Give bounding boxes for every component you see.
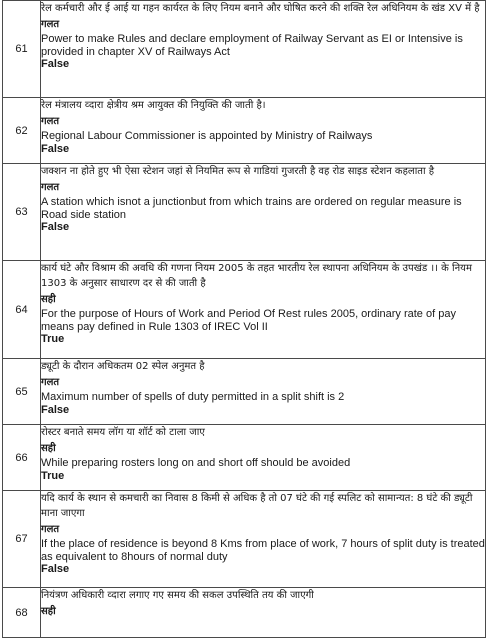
question-cell [41,1,486,98]
question-number: 68 [3,588,41,638]
question-row [3,1,486,98]
question-cell [41,261,486,359]
question-row [3,98,486,164]
english-question: A station which isnot a junctionbut from which trains are ordered on regular measure is Road side station [41,196,462,221]
hindi-answer: गलत [41,182,60,193]
hindi-answer: गलत [41,524,60,535]
english-answer: False [41,403,70,416]
question-number: 67 [3,491,41,588]
question-row [3,359,486,425]
question-number: 63 [3,164,41,261]
question-row [3,491,486,588]
english-question: Regional Labour Commissioner is appointed by Ministry of Railways [41,130,373,142]
english-answer: False [41,563,70,575]
english-question: Power to make Rules and declare employment of Railway Servant as EI or Intensive is provided in chapter XV of Railways Act [41,33,463,58]
hindi-question: रोस्टर बनाते समय लॉग या शॉर्ट को टाला जाए [41,427,205,438]
hindi-answer: गलत [41,116,60,127]
english-answer: False [41,142,70,155]
question-number: 61 [3,1,41,98]
hindi-answer: गलत [41,19,60,30]
english-answer: True [41,333,65,345]
question-number: 66 [3,425,41,491]
question-cell [41,359,486,425]
hindi-question: जक्शन ना होते हुए भी ऐसा स्टेशन जहां से नियमित रूप से गाडियां गुजरती है वह रोड साइड स्टेशन कहलाता है [41,166,435,177]
hindi-question: कार्य घंटे और विश्राम की अवधि की गणना नियम 2005 के तहत भारतीय रेल स्थापना अधिनियम के उपखंड ।। के नियम 1303 के अनुसार साधारण दर से की जाती है [41,263,472,289]
question-cell [41,164,486,261]
english-answer: False [41,58,70,70]
question-number: 62 [3,98,41,164]
english-question: If the place of residence is beyond 8 Kms from place of work, 7 hours of split duty is treated as equivalent to 8hours of normal duty [41,538,485,563]
question-row [3,164,486,261]
english-answer: False [41,221,70,233]
question-cell [41,98,486,164]
english-question: Maximum number of spells of duty permitted in a split shift is 2 [41,391,345,403]
question-table [2,0,486,638]
hindi-question: रेल कर्मचारी और ई आई या गहन कार्यरत के लिए नियम बनाने और घोषित करने की शक्ति रेल अधिनियम के खंड XV में है [41,3,480,14]
question-cell [41,491,486,588]
question-row [3,261,486,359]
english-question: For the purpose of Hours of Work and Period Of Rest rules 2005, ordinary rate of pay means pay defined in Rule 1303 of IREC Vol II [41,308,456,333]
question-cell [41,588,486,638]
question-number: 65 [3,359,41,425]
hindi-answer: सही [41,294,56,305]
hindi-question: नियंत्रण अधिकारी व्दारा लगाए गए समय की सकल उपस्थिति तय की जाएगी [41,590,314,601]
question-row [3,425,486,491]
hindi-question: रेल मंत्रालय व्दारा क्षेत्रीय श्रम आयुक्त की नियुक्ति की जाती है। [41,100,266,111]
english-question: While preparing rosters long on and short off should be avoided [41,457,351,469]
hindi-answer: सही [41,606,56,617]
hindi-question: यदि कार्य के स्थान से कमचारी का निवास 8 किमी से अधिक है तो 07 घंटे की गई स्पलिट को सामान्यत: 8 घंटे की ड्यूटी माना जाएगा [41,493,473,519]
question-number: 64 [3,261,41,359]
english-answer: True [41,469,65,482]
hindi-answer: गलत [41,377,60,388]
question-cell [41,425,486,491]
question-row [3,588,486,638]
hindi-answer: सही [41,443,56,454]
hindi-question: ड्यूटी के दौरान अधिकतम 02 स्पेल अनुमत है [41,361,205,372]
